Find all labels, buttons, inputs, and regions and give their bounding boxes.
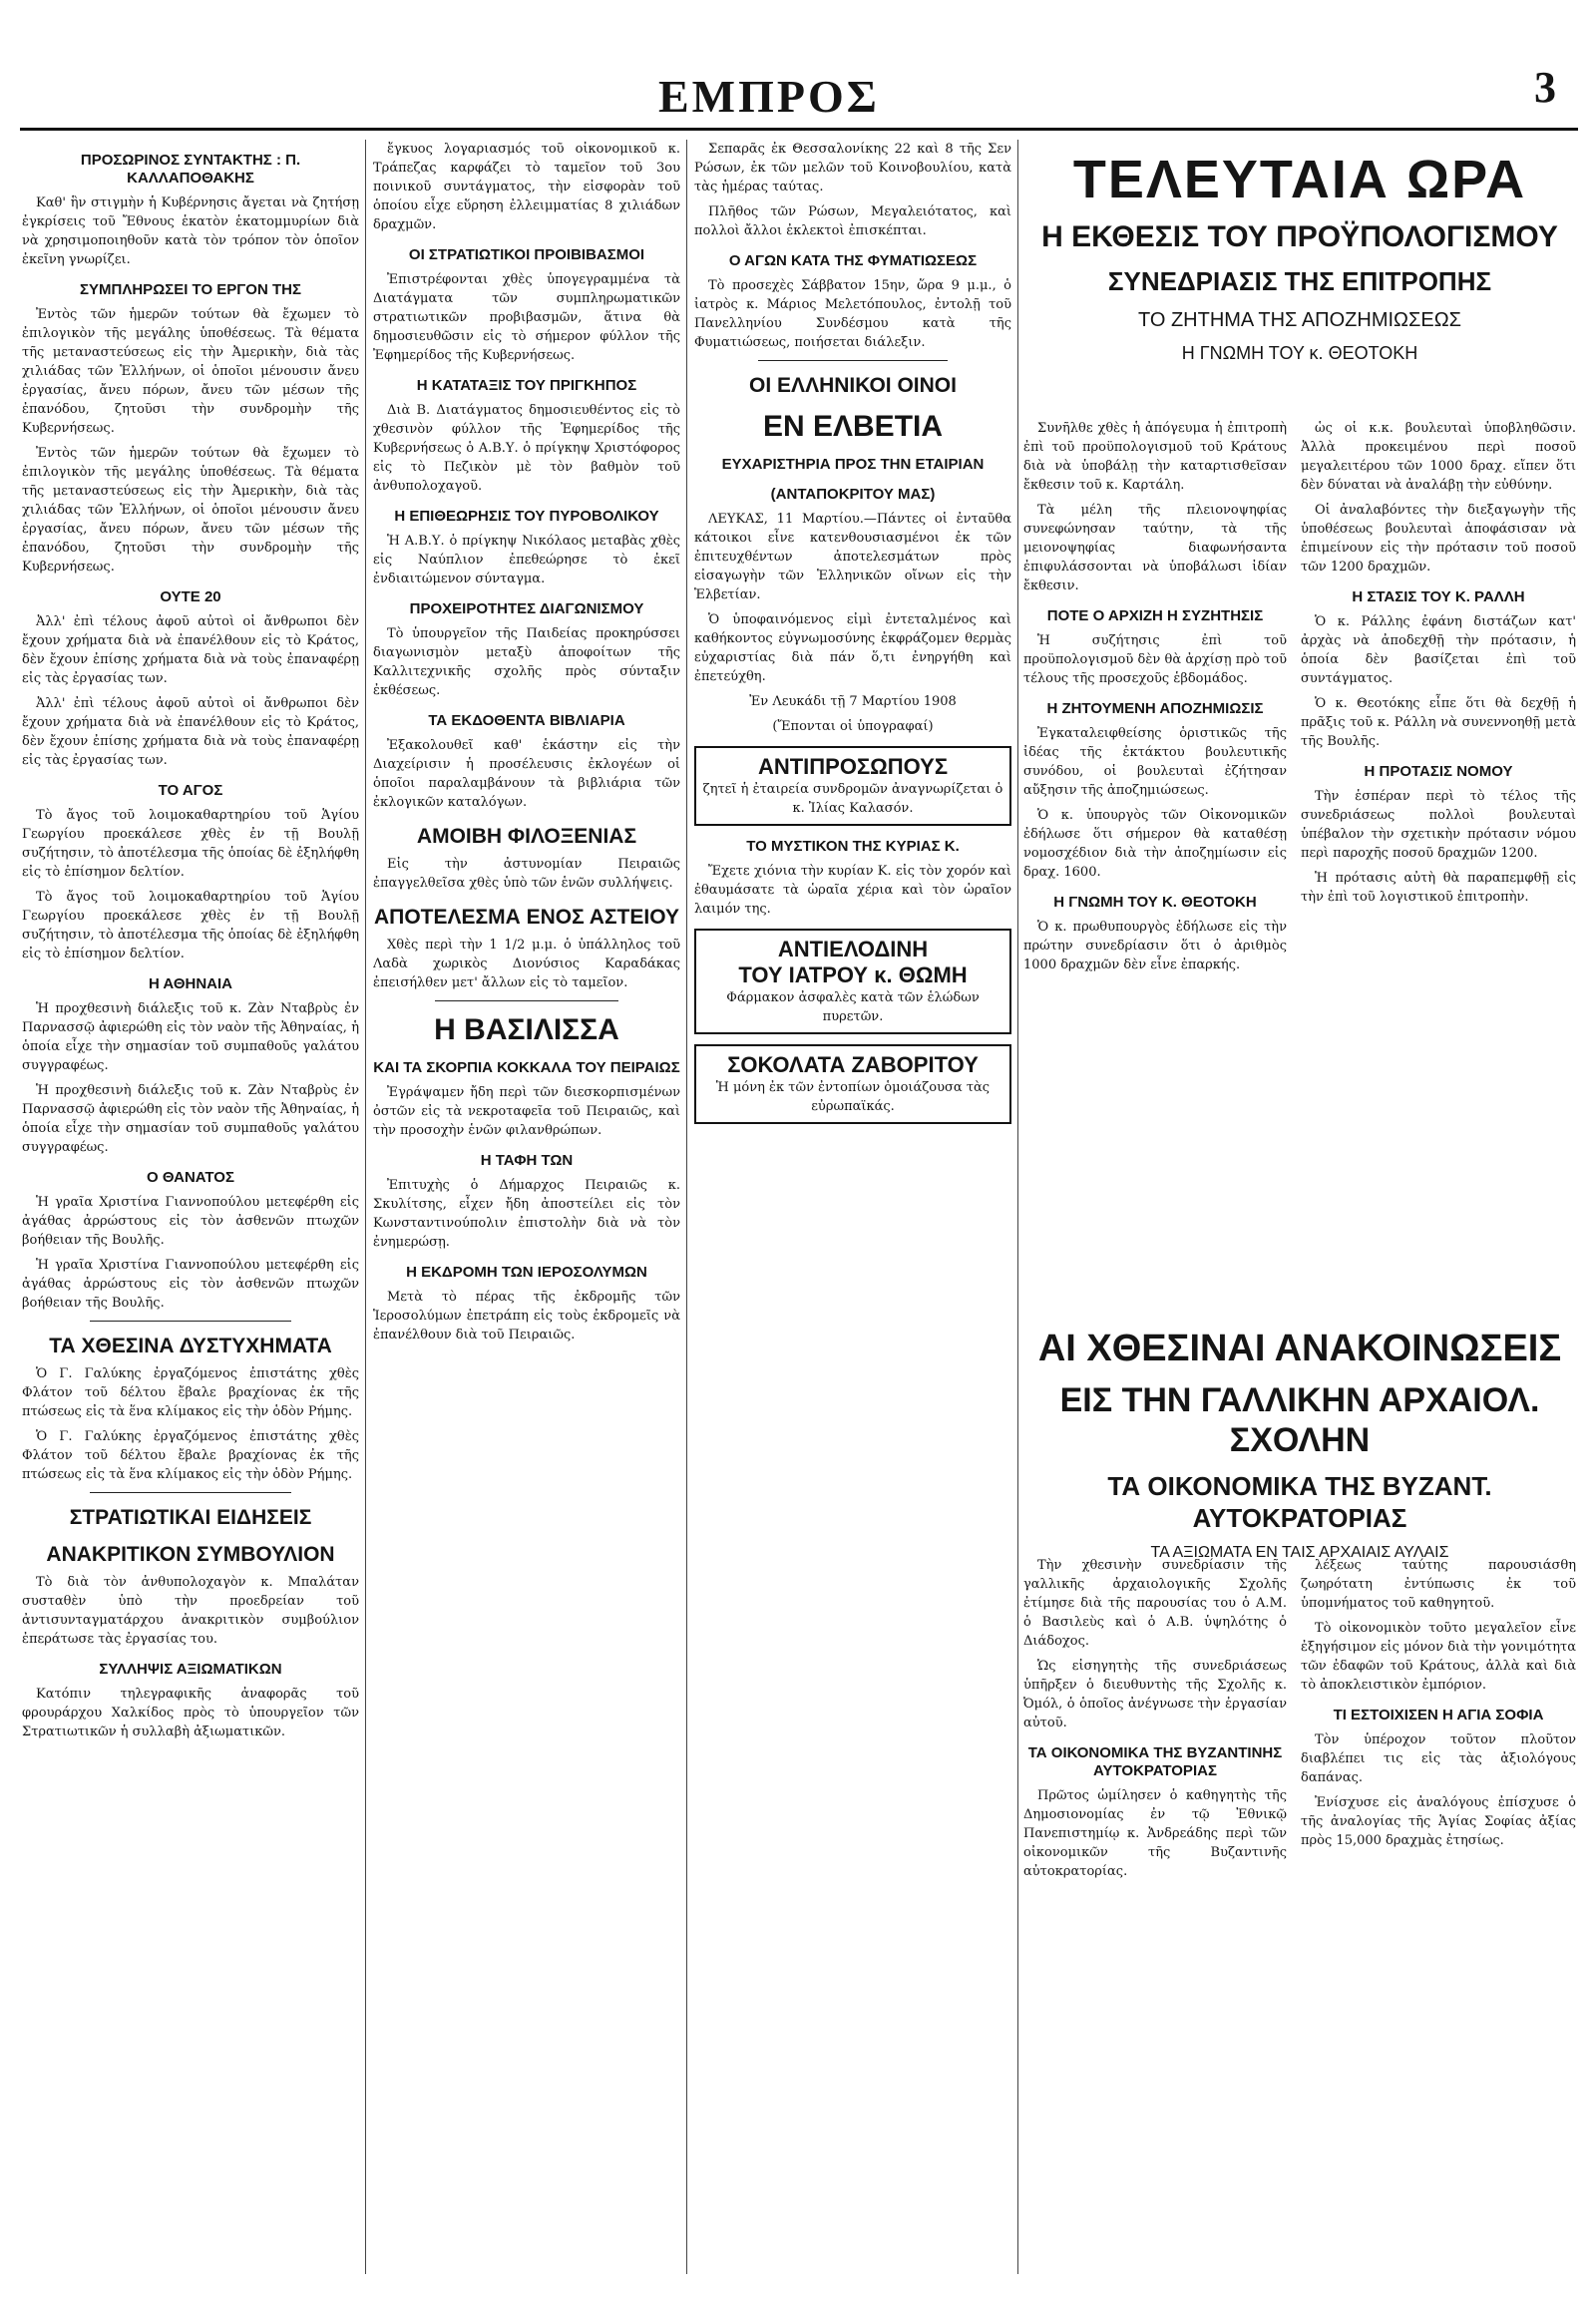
article-heading: Ο ΘΑΝΑΤΟΣ [147,1169,234,1186]
banner-heading: ΕΙΣ ΤΗΝ ΓΑΛΛΙΚΗΝ ΑΡΧΑΙΟΛ. ΣΧΟΛΗΝ [1059,1381,1540,1459]
advert-title: ΣΟΚΟΛΑΤΑ ΖΑΒΟΡΙΤΟΥ [727,1052,979,1077]
advert-text: Ἡ μόνη ἐκ τῶν ἐντοπίων ὁμοιάζουσα τὰς εὐρωπαϊκάς. [715,1080,991,1114]
article-text: Ἡ γραῖα Χριστίνα Γιαννοπούλου μετεφέρθη εἰς ἀγάθας ἀρρώστους εἰς τὸν ἀσθενῶν πτωχῶν βοήθειαν τῆς Βουλῆς. [22,1258,359,1311]
article-text: Ὁ Γ. Γαλύκης ἐργαζόμενος ἐπιστάτης χθὲς Φλάτον τοῦ δέλτου ἔβαλε βραχίονας ἐκ τῆς πτώσεως εἰς τὰ ἕνα κλίμακος εἰς τὴν ὁδὸν Ρήμης. [22,1366,359,1419]
banner-title: ΤΕΛΕΥΤΑΙΑ ΩΡΑ [1072,150,1527,209]
article-text: Κατόπιν τηλεγραφικῆς ἀναφορᾶς τοῦ φρουράρχου Χαλκίδος πρὸς τὸ ὑπουργεῖον τῶν Στρατιωτικῶν ἡ συλλαβὴ ἀξιωματικῶν. [22,1687,359,1739]
article-text: Ὁ Γ. Γαλύκης ἐργαζόμενος ἐπιστάτης χθὲς Φλάτον τοῦ δέλτου ἔβαλε βραχίονας ἐκ τῆς πτώσεως εἰς τὰ ἕνα κλίμακος εἰς τὴν ὁδὸν Ρήμης. [22,1429,359,1482]
archaeology-column-a [1023,1556,1287,2274]
article-text: Τὸ προσεχὲς Σάββατον 15ην, ὥρα 9 μ.μ., ὁ ἰατρὸς κ. Μάριος Μελετόπουλος, ἐντολῇ τοῦ Πανελληνίου Συνδέσμου κατὰ τῆς Φυματιώσεως, ποιήσεται διάλεξιν. [694,278,1011,350]
advert-box [694,1044,1011,1124]
article-text: λέξεως ταύτης παρουσιάσθη ζωηρότατη ἐντύπωσις ἐκ τοῦ ὑπομνήματος τοῦ καθηγητοῦ. [1301,1558,1576,1611]
article-heading: Ο ΑΓΩΝ ΚΑΤΑ ΤΗΣ ΦΥΜΑΤΙΩΣΕΩΣ [728,252,978,269]
article-text: Ἐπιστρέφονται χθὲς ὑπογεγραμμένα τὰ Διατάγματα τῶν συμπληρωματικῶν στρατιωτικῶν προβιβασμῶν, ἅτινα θὰ δημοσιευθῶσιν εἰς τὸ σήμερον φύλλον τῆς Ἐφημερίδος τῆς Κυβερνήσεως. [373,272,680,363]
column-divider [686,140,687,2274]
article-text: Πλῆθος τῶν Ρώσων, Μεγαλειότατος, καὶ πολλοὶ ἄλλοι ἐκλεκτοὶ ἐπισκέπται. [694,204,1011,238]
article-text: Τὴν χθεσινὴν συνεδρίασιν τῆς γαλλικῆς ἀρχαιολογικῆς Σχολῆς ἐτίμησε διὰ τῆς παρουσίας του ὁ Α.Μ. ὁ Βασιλεὺς καὶ ὁ Α.Β. ὑψηλότης ὁ Διάδοχος. [1023,1558,1287,1649]
divider [90,1492,292,1493]
article-heading: Η ΓΝΩΜΗ ΤΟΥ Κ. ΘΕΟΤΟΚΗ [1053,894,1257,911]
divider [435,1000,619,1001]
newspaper-title: ΕΜΠΡΟΣ [658,71,880,122]
article-text: Μετὰ τὸ πέρας τῆς ἐκδρομῆς τῶν Ἱεροσολύμων ἐπετράπη εἰς τοὺς ἐκδρομεῖς νὰ ἐπανέλθουν διὰ τοῦ Πειραιῶς. [373,1290,680,1342]
article-text: Ἐντὸς τῶν ἡμερῶν τούτων θὰ ἔχωμεν τὸ ἐπιλογικὸν τῆς μεγάλης ὑποθέσεως. Τὰ θέματα τῆς μεταναστεύσεως εἰς τὴν Ἀμερικὴν, διὰ τὰς χιλιάδας τῶν Ἑλλήνων, οἱ ὁποῖοι μένουσιν ἄνευ ἐργασίας, ἄνευ πόρων, ἄνευ τῶν μέσων τῆς ἐπανόδου, ζητοῦσι τὴν συνδρομὴν τῆς Κυβερνήσεως. [22,307,359,436]
article-text: Ὁ κ. Ράλλης ἐφάνη διστάζων κατ' ἀρχὰς νὰ ἀποδεχθῇ τὴν πρότασιν, ἡ ὁποία δὲν βασίζεται ἐπὶ τοῦ συντάγματος. [1301,614,1576,686]
article-heading: ΟΥΤΕ 20 [160,588,221,605]
article-subheading: ΕΥΧΑΡΙΣΤΗΡΙΑ ΠΡΟΣ ΤΗΝ ΕΤΑΙΡΙΑΝ [721,456,985,473]
advert-text: ζητεῖ ἡ ἐταιρεία συνδρομῶν ἀναγνωρίζεται ὁ κ. Ἰλίας Καλασόν. [702,782,1003,816]
article-text: Τὸ ἄγος τοῦ λοιμοκαθαρτηρίου τοῦ Ἁγίου Γεωργίου προεκάλεσε χθὲς ἐν τῇ Βουλῇ συζήτησιν, τὸ ἀποτέλεσμα τῆς ὁποίας δὲ ἐξηλήφθη εἰς τὸ ἐπίσημον δελτίον. [22,890,359,961]
advert-subtitle: ΤΟΥ ΙΑΤΡΟΥ κ. ΘΩΜΗ [738,962,968,987]
article-text: Ὡς εἰσηγητὴς τῆς συνεδριάσεως ὑπῆρξεν ὁ διευθυντὴς τῆς Σχολῆς κ. Ὀμόλ, ὁ ὁποῖος ἀνέγνωσε τὴν ἐργασίαν αὐτοῦ. [1023,1659,1287,1730]
article-heading: ΟΙ ΣΤΡΑΤΙΩΤΙΚΟΙ ΠΡΟΙΒΙΒΑΣΜΟΙ [408,246,645,263]
article-text: Ἡ Α.Β.Υ. ὁ πρίγκηψ Νικόλαος μεταβὰς χθὲς εἰς Ναύπλιον ἐπεθεώρησε τὸ ἐκεῖ ἐνδιαιτώμενον σύνταγμα. [373,534,680,586]
article-text: Χθὲς περὶ τὴν 1 1/2 μ.μ. ὁ ὑπάλληλος τοῦ Λαδὰ χωρικὸς Διονύσιος Καραδάκας ἐπεισήλθεν μετ' ἄλλων εἰς τὸ ταμεῖον. [373,938,680,990]
article-heading: ΑΜΟΙΒΗ ΦΙΛΟΞΕΝΙΑΣ [416,825,637,848]
article-text: Συνῆλθε χθὲς ἡ ἀπόγευμα ἡ ἐπιτροπὴ ἐπὶ τοῦ προϋπολογισμοῦ τοῦ Κράτους διὰ νὰ ὑποβάλῃ τὴν καταρτισθεῖσαν ἔκθεσιν τοῦ κ. Καρτάλη. [1023,421,1287,493]
article-text: Τὸν ὑπέροχον τοῦτον πλοῦτον διαβλέπει τις εἰς τὰς ἀξιολόγους δαπάνας. [1301,1732,1576,1785]
column-divider [1017,140,1018,2274]
article-heading: ΤΑ ΕΚΔΟΘΕΝΤΑ ΒΙΒΛΙΑΡΙΑ [428,712,625,729]
column-1 [22,140,359,2274]
column-divider [365,140,366,2274]
article-heading: Η ΚΑΤΑΤΑΞΙΣ ΤΟΥ ΠΡΙΓΚΗΠΟΣ [416,377,637,394]
banner-subtitle: Η ΓΝΩΜΗ ΤΟΥ κ. ΘΕΟΤΟΚΗ [1181,343,1418,363]
article-heading: Η ΠΡΟΤΑΣΙΣ ΝΟΜΟΥ [1364,763,1513,780]
article-heading: ΤΑ ΧΘΕΣΙΝΑ ΔΥΣΤΥΧΗΜΑΤΑ [49,1335,332,1357]
article-text: Ἡ συζήτησις ἐπὶ τοῦ προϋπολογισμοῦ δὲν θὰ ἀρχίσῃ πρὸ τοῦ τέλους τῆς προσεχοῦς ἑβδομάδος. [1023,633,1287,686]
article-text: Καθ' ἣν στιγμὴν ἡ Κυβέρνησις ἄγεται νὰ ζητήσῃ ἐγκρίσεις τοῦ Ἔθνους ἑκατὸν ἑκατομμυρίων διὰ νὰ χρησιμοποιηθοῦν κατὰ τὸν τρόπον τὸν ὁποῖον ἐκεῖνη γνωρίζει. [22,195,359,267]
divider [758,360,949,361]
article-text: Ἐντὸς τῶν ἡμερῶν τούτων θὰ ἔχωμεν τὸ ἐπιλογικὸν τῆς μεγάλης ὑποθέσεως. Τὰ θέματα τῆς μεταναστεύσεως εἰς τὴν Ἀμερικὴν, διὰ τὰς χιλιάδας τῶν Ἑλλήνων, οἱ ὁποῖοι μένουσιν ἄνευ ἐργασίας, ἄνευ πόρων, ἄνευ τῶν μέσων τῆς ἐπανόδου, ζητοῦσι τὴν συνδρομὴν τῆς Κυβερνήσεως. [22,446,359,575]
article-text: Ὁ ὑποφαινόμενος εἰμὶ ἐντεταλμένος καὶ καθήκοντος εὐγνωμοσύνης ἐκφράζομεν θερμὰς εὐχαριστίας διὰ πάν ὅ,τι ἐνηργήθη καὶ ἐπετεύχθη. [694,612,1011,684]
banner-subtitle: ΤΟ ΖΗΤΗΜΑ ΤΗΣ ΑΠΟΖΗΜΙΩΣΕΩΣ [1137,309,1462,331]
advert-title: ΑΝΤΙΠΡΟΣΩΠΟΥΣ [757,754,949,779]
article-subheading: (ΑΝΤΑΠΟΚΡΙΤΟΥ ΜΑΣ) [770,486,936,503]
article-heading: ΠΟΤΕ Ο ΑΡΧΙΖΗ Η ΣΥΖΗΤΗΣΙΣ [1046,607,1264,624]
editor-heading: ΠΡΟΣΩΡΙΝΟΣ ΣΥΝΤΑΚΤΗΣ : Π. ΚΑΛΛΑΠΟΘΑΚΗΣ [80,152,301,187]
article-heading: ΤΙ ΕΣΤΟΙΧΙΣΕΝ Η ΑΓΙΑ ΣΟΦΙΑ [1333,1707,1544,1724]
article-heading: ΟΙ ΕΛΛΗΝΙΚΟΙ ΟΙΝΟΙ [749,374,957,397]
article-heading: Η ΕΚΔΡΟΜΗ ΤΩΝ ΙΕΡΟΣΟΛΥΜΩΝ [406,1264,647,1281]
advert-text: Φάρμακον ἀσφαλὲς κατὰ τῶν ἑλώδων πυρετῶν. [726,990,980,1024]
article-text: Ὁ κ. ὑπουργὸς τῶν Οἰκονομικῶν ἐδήλωσε ὅτι σήμερον θὰ καταθέσῃ νομοσχέδιον διὰ τὴν ἀποζημίωσιν εἰς δραχ. 1600. [1023,808,1287,880]
article-text: Ἔχετε χιόνια τὴν κυρίαν Κ. εἰς τὸν χορόν καὶ ἐθαυμάσατε τὰ ὡραῖα χέρια καὶ τὸν ὡραῖον λαιμόν της. [694,864,1011,917]
article-text: ΛΕΥΚΑΣ, 11 Μαρτίου.—Πάντες οἱ ἐνταῦθα κάτοικοι εἶνε κατενθουσιασμένοι ἐκ τῶν ἐπιτευχθέντων ἀποτελεσμάτων πρὸς εἰσαγωγὴν τῶν Ἑλληνικῶν οἴνων εἰς τὴν Ἑλβετίαν. [694,512,1011,602]
article-subheading: ΑΝΑΚΡΙΤΙΚΟΝ ΣΥΜΒΟΥΛΙΟΝ [46,1543,335,1566]
article-text: Ἀλλ' ἐπὶ τέλους ἀφοῦ αὐτοὶ οἱ ἄνθρωποι δὲν ἔχουν χρήματα διὰ νὰ ἐπανέλθουν εἰς τὸ Κράτος, δὲν ἔχουν ἐπίσης χρήματα διὰ νὰ τοὺς ἐπαναφέρῃ εἰς τὰς ἐργασίας των. [22,614,359,686]
article-date: Ἐν Λευκάδι τῇ 7 Μαρτίου 1908 [749,694,957,709]
advert-box [694,929,1011,1034]
banner-heading: ΤΑ ΑΞΙΩΜΑΤΑ ΕΝ ΤΑΙΣ ΑΡΧΑΙΑΙΣ ΑΥΛΑΙΣ [1150,1544,1449,1561]
article-text: Τὸ διὰ τὸν ἀνθυπολοχαγὸν κ. Μπαλάταν συσταθὲν ὑπὸ τὴν προεδρείαν τοῦ ἀντισυνταγματάρχου ἀνακριτικὸν συμβούλιον ἐπεράτωσε τὰς ἐργασίας του. [22,1575,359,1647]
article-text: Ὁ κ. πρωθυπουργὸς ἐδήλωσε εἰς τὴν πρώτην συνεδρίασιν ὅτι ὁ ἀριθμὸς 1000 δραχμῶν δὲν εἶνε ἐπαρκής. [1023,920,1287,972]
article-subheading: ΚΑΙ ΤΑ ΣΚΟΡΠΙΑ ΚΟΚΚΑΛΑ ΤΟΥ ΠΕΙΡΑΙΩΣ [373,1059,680,1076]
advert-title: ΑΝΤΙΕΛΟΔΙΝΗ [777,937,929,961]
article-text: Ἡ πρότασις αὐτὴ θὰ παραπεμφθῇ εἰς τὴν ἐπὶ τοῦ λογιστικοῦ ἐπιτροπὴν. [1301,871,1576,905]
article-heading: Η ΒΑΣΙΛΙΣΣΑ [434,1013,619,1046]
article-heading: ΕΝ ΕΛΒΕΤΙΑ [762,410,944,443]
article-text: Σεπαρᾶς ἐκ Θεσσαλονίκης 22 καὶ 8 τῆς Σεν Ρώσων, ἐκ τῶν μελῶν τοῦ Κοινοβουλίου, κατὰ τὰς ἡμέρας ταύτας. [694,142,1011,194]
column-2 [373,140,680,2274]
masthead-rule [20,128,1578,131]
article-signature: (Ἔπονται οἱ ὑπογραφαί) [772,719,934,734]
article-heading: Η ΤΑΦΗ ΤΩΝ [480,1152,574,1169]
article-heading: ΣΥΜΠΛΗΡΩΣΕΙ ΤΟ ΕΡΓΟΝ ΤΗΣ [80,281,301,298]
article-heading: ΤΟ ΜΥΣΤΙΚΟΝ ΤΗΣ ΚΥΡΙΑΣ Κ. [746,838,960,855]
article-text: Τὸ ἄγος τοῦ λοιμοκαθαρτηρίου τοῦ Ἁγίου Γεωργίου προεκάλεσε χθὲς ἐν τῇ Βουλῇ συζήτησιν, τὸ ἀποτέλεσμα τῆς ὁποίας δὲ ἐξηλήφθη εἰς τὸ ἐπίσημον δελτίον. [22,808,359,880]
article-heading: Η ΕΠΙΘΕΩΡΗΣΙΣ ΤΟΥ ΠΥΡΟΒΟΛΙΚΟΥ [394,508,659,525]
article-text: Ἐγράψαμεν ἤδη περὶ τῶν διεσκορπισμένων ὀστῶν εἰς τὰ νεκροταφεῖα τοῦ Πειραιῶς, καὶ τὴν προσοχὴν ἑνῶν φιλανθρώπων. [373,1085,680,1138]
article-text: Ἀλλ' ἐπὶ τέλους ἀφοῦ αὐτοὶ οἱ ἄνθρωποι δὲν ἔχουν χρήματα διὰ νὰ ἐπανέλθουν εἰς τὸ Κράτος, δὲν ἔχουν ἐπίσης χρήματα διὰ νὰ τοὺς ἐπαναφέρῃ εἰς τὰς ἐργασίας των. [22,696,359,768]
article-text: Πρῶτος ὡμίλησεν ὁ καθηγητὴς τῆς Δημοσιονομίας ἐν τῷ Ἐθνικῷ Πανεπιστημίῳ κ. Ἀνδρεάδης περὶ τῶν οἰκονομικῶν τῆς Βυζαντινῆς αὐτοκρατορίας. [1023,1788,1287,1879]
article-heading: ΠΡΟΧΕΙΡΟΤΗΤΕΣ ΔΙΑΓΩΝΙΣΜΟΥ [409,600,644,617]
article-heading: Η ΣΤΑΣΙΣ ΤΟΥ Κ. ΡΑΛΛΗ [1352,588,1525,605]
article-text: ἔγκυος λογαριασμός τοῦ οἰκονομικοῦ κ. Τράπεζας καρφάζει τὸ ταμεῖον τοῦ 3ου ποινικοῦ συντάγματος, τὴν εἰσφορὰν τοῦ ὁποίου εἶχε εὕρηση ἐλλειμματίας 8 χιλιάδων δραχμῶν. [373,142,680,232]
masthead [0,0,1596,150]
article-text: Διὰ Β. Διατάγματος δημοσιευθέντος εἰς τὸ χθεσινὸν φύλλον τῆς Ἐφημερίδος τῆς Κυβερνήσεως ὁ Α.Β.Υ. ὁ πρίγκηψ Χριστόφορος εἰς τὸ Πεζικὸν μὲ τὸν βαθμὸν τοῦ ἀνθυπολοχαγοῦ. [373,403,680,494]
article-heading: ΤΟ ΑΓΟΣ [158,782,223,799]
article-heading: Η ΖΗΤΟΥΜΕΝΗ ΑΠΟΖΗΜΙΩΣΙΣ [1046,700,1264,717]
article-text: ὡς οἱ κ.κ. βουλευταὶ ὑποβληθῶσιν. Ἀλλὰ προκειμένου περὶ ποσοῦ μεγαλειτέρου τῶν 1000 δραχ. εἴπεν ὅτι δὲν δύναται νὰ ἀναλάβῃ τὴν εὐθύνην. [1301,421,1576,493]
article-text: Εἰς τὴν ἀστυνομίαν Πειραιῶς ἐπαγγελθεῖσα χθὲς ὑπὸ τῶν ἑνῶν συλλήψεις. [373,857,680,891]
advert-box [694,746,1011,826]
article-heading: ΣΤΡΑΤΙΩΤΙΚΑΙ ΕΙΔΗΣΕΙΣ [69,1506,312,1529]
banner-subtitle: ΣΥΝΕΔΡΙΑΣΙΣ ΤΗΣ ΕΠΙΤΡΟΠΗΣ [1107,266,1492,296]
article-heading: ΤΑ ΟΙΚΟΝΟΜΙΚΑ ΤΗΣ ΒΥΖΑΝΤΙΝΗΣ ΑΥΤΟΚΡΑΤΟΡΙΑΣ [1027,1744,1283,1779]
article-text: Ἡ γραῖα Χριστίνα Γιαννοπούλου μετεφέρθη εἰς ἀγάθας ἀρρώστους εἰς τὸν ἀσθενῶν πτωχῶν βοήθειαν τῆς Βουλῆς. [22,1195,359,1248]
article-text: Ὁ κ. Θεοτόκης εἶπε ὅτι θὰ δεχθῇ ἡ πρᾶξις τοῦ κ. Ράλλη νὰ συνεννοηθῇ μετὰ τῆς Βουλῆς. [1301,696,1576,749]
article-text: Ἡ προχθεσινὴ διάλεξις τοῦ κ. Ζὰν Νταβρὺς ἐν Παρνασσῷ ἀφιερώθη εἰς τὸν ναὸν τῆς Ἀθηναίας, ἡ ὁποία εἶχε τὴν σημασίαν τοῦ συμπαθοῦς γαλάτου συγγραφέως. [22,1001,359,1073]
column-3 [694,140,1011,2274]
article-text: Τὸ ὑπουργεῖον τῆς Παιδείας προκηρύσσει διαγωνισμὸν μεταξὺ ἀποφοίτων τῆς Καλλιτεχνικῆς σχολῆς πρὸς σύνταξιν ἐκθέσεως. [373,626,680,698]
article-heading: Η ΑΘΗΝΑΙΑ [148,975,233,992]
article-text: Ἐξακολουθεῖ καθ' ἑκάστην εἰς τὴν Διαχείρισιν ἡ προσέλευσις ἐκλογέων οἱ ὁποῖοι παραλαμβάνουν τὰ βιβλιάρια τῶν ἐκλογικῶν καταλόγων. [373,738,680,810]
article-text: Ἐνίσχυσε εἰς ἀναλόγους ἐπίσχυσε ὁ τῆς ἀναλογίας τῆς Ἁγίας Σοφίας ἀξίας πρὸς 15,000 δραχμὰς ἐτησίως. [1301,1795,1576,1848]
banner-heading: ΤΑ ΟΙΚΟΝΟΜΙΚΑ ΤΗΣ ΒΥΖΑΝΤ. ΑΥΤΟΚΡΑΤΟΡΙΑΣ [1107,1471,1492,1533]
article-text: Τὴν ἑσπέραν περὶ τὸ τέλος τῆς συνεδριάσεως πολλοὶ βουλευταὶ ὑπέβαλον τὴν σχετικὴν πρότασιν νόμου περὶ παροχῆς ποσοῦ δραχμῶν 1200. [1301,789,1576,861]
banner-subtitle: Η ΕΚΘΕΣΙΣ ΤΟΥ ΠΡΟΫΠΟΛΟΓΙΣΜΟΥ [1041,220,1558,253]
article-text: Ἐπιτυχὴς ὁ Δήμαρχος Πειραιῶς κ. Σκυλίτσης, εἶχεν ἤδη ἀποστείλει εἰς τὸν Κωνσταντινούπολιν ἐπιστολὴν διὰ νὰ τὸν ἐνημερώσῃ. [373,1178,680,1250]
archaeology-banner [1023,1327,1576,1564]
page-number: 3 [1534,63,1556,112]
article-text: Ἡ προχθεσινὴ διάλεξις τοῦ κ. Ζὰν Νταβρὺς ἐν Παρνασσῷ ἀφιερώθη εἰς τὸν ναὸν τῆς Ἀθηναίας, ἡ ὁποία εἶχε τὴν σημασίαν τοῦ συμπαθοῦς γαλάτου συγγραφέως. [22,1083,359,1155]
late-news-column-b [1301,419,1576,1297]
banner-heading: ΑΙ ΧΘΕΣΙΝΑΙ ΑΝΑΚΟΙΝΩΣΕΙΣ [1037,1328,1562,1369]
late-news-banner [1023,150,1576,365]
article-text: Τὰ μέλη τῆς πλειονοψηφίας συνεφώνησαν ταύτην, τὰ τῆς μειονοψηφίας διαφωνήσαντα ἐπιφυλάσσονται νὰ ὑποβάλωσι ἰδίαν ἔκθεσιν. [1023,503,1287,593]
divider [90,1321,292,1322]
article-text: Οἱ ἀναλαβόντες τὴν διεξαγωγὴν τῆς ὑποθέσεως βουλευταὶ ἀποφάσισαν νὰ ἐπιμείνουν εἰς τὴν πρότασιν τοῦ ποσοῦ τῶν 1200 δραχμῶν. [1301,503,1576,575]
archaeology-column-b [1301,1556,1576,2274]
article-heading: ΑΠΟΤΕΛΕΣΜΑ ΕΝΟΣ ΑΣΤΕΙΟΥ [374,906,679,929]
article-text: Ἐγκαταλειφθείσης ὁριστικῶς τῆς ἰδέας τῆς ἐκτάκτου βουλευτικῆς συνόδου, οἱ βουλευταὶ ἐζήτησαν αὔξησιν τῆς ἀποζημιώσεως. [1023,726,1287,798]
article-heading: ΣΥΛΛΗΨΙΣ ΑΞΙΩΜΑΤΙΚΩΝ [99,1661,282,1678]
article-text: Τὸ οἰκονομικὸν τοῦτο μεγαλεῖον εἶνε ἐξηγήσιμον εἰς μόνον διὰ τὴν γονιμότητα τῶν ἐδαφῶν τοῦ Κράτους, ἀλλὰ καὶ διὰ τὸ ἀποκλειστικὸν ἐμπόριον. [1301,1621,1576,1693]
late-news-column-a [1023,419,1287,1297]
